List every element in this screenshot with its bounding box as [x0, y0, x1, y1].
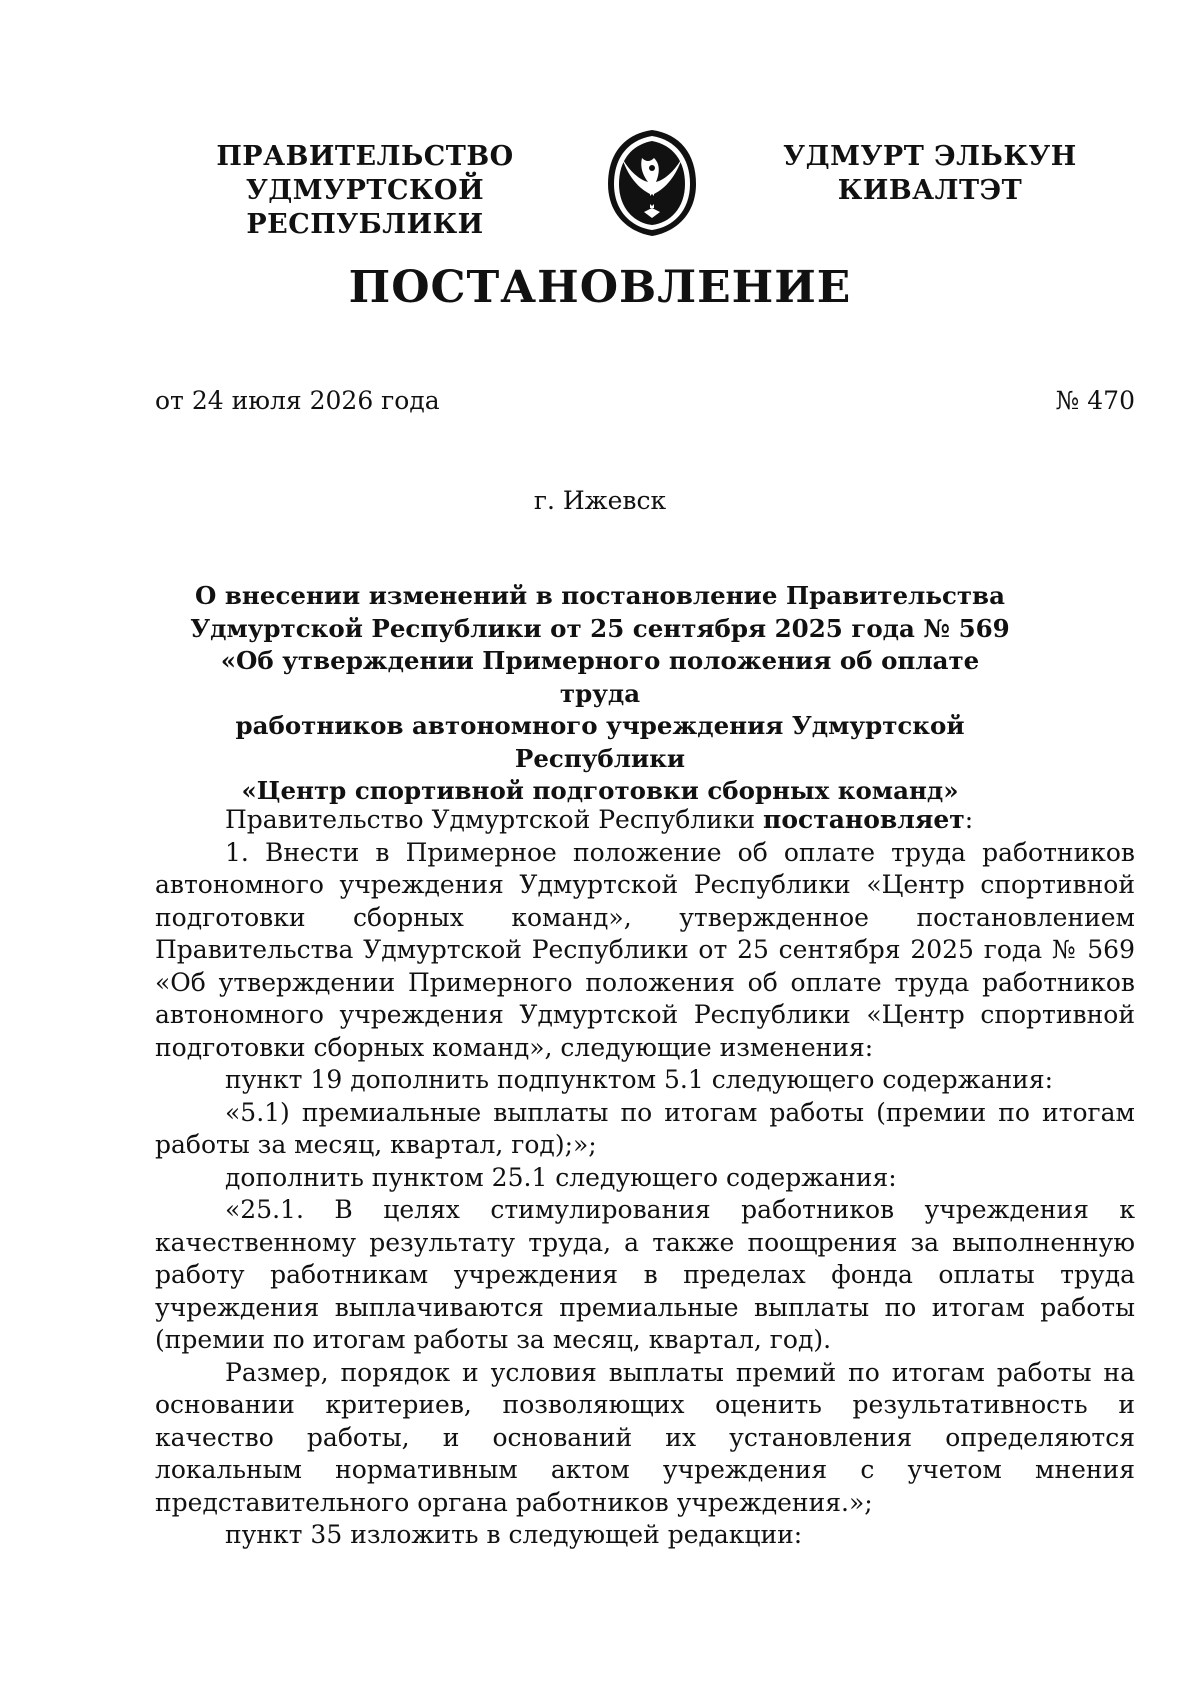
body-paragraph: Размер, порядок и условия выплаты премий по итогам работы на основании критериев, позволяющих оценить результативность и качество работы, и оснований их установления определяются локальным нормативным актом учреждения с учетом мнения представительного органа работников учреждения.»; [155, 1357, 1135, 1517]
org-udm-line-2: КИВАЛТЭТ [837, 175, 1023, 206]
organization-name-udmurt [780, 140, 1080, 208]
body-paragraph: 1. Внести в Примерное положение об оплате труда работников автономного учреждения Удмуртской Республики «Центр спортивной подготовки сборных команд», утвержденное постановлением Правительства Удмуртской Республики от 25 сентября 2025 года № 569 «Об утверждении Примерного положения об оплате труда работников автономного учреждения Удмуртской Республики «Центр спортивной подготовки сборных команд», следующие изменения: [155, 837, 1135, 1062]
intro-colon: : [964, 805, 974, 834]
intro-text: Правительство Удмуртской Республики [225, 805, 764, 834]
body-paragraph: «5.1) премиальные выплаты по итогам работы (премии по итогам работы за месяц, квартал, год);»; [155, 1097, 1135, 1159]
document-city: г. Ижевск [533, 486, 667, 515]
document-subject [180, 580, 1020, 808]
intro-paragraph [155, 804, 1135, 837]
org-ru-line-1: ПРАВИТЕЛЬСТВО [216, 141, 514, 172]
subject-line: «Об утверждении Примерного положения об оплате труда [220, 646, 980, 708]
document-title: ПОСТАНОВЛЕНИЕ [348, 262, 852, 313]
subject-line: «Центр спортивной подготовки сборных команд» [241, 776, 959, 805]
org-ru-line-2: УДМУРТСКОЙ РЕСПУБЛИКИ [245, 175, 485, 240]
org-udm-line-1: УДМУРТ ЭЛЬКУН [783, 141, 1077, 172]
intro-verb: постановляет [763, 805, 965, 834]
subject-line: Удмуртской Республики от 25 сентября 2025 года № 569 [190, 613, 1010, 643]
document-date: от 24 июля 2026 года [155, 386, 440, 415]
document-number: № 470 [1055, 386, 1135, 415]
body-paragraph: пункт 35 изложить в следующей редакции: [225, 1520, 803, 1549]
organization-name-russian [150, 140, 580, 242]
subject-line: О внесении изменений в постановление Правительства [195, 581, 1005, 610]
document-header [0, 128, 1200, 238]
body-paragraph: «25.1. В целях стимулирования работников учреждения к качественному результату труда, а также поощрения за выполненную работу работникам учреждения в пределах фонда оплаты труда учреждения выплачиваются премиальные выплаты по итогам работы (премии по итогам работы за месяц, квартал, год). [155, 1195, 1135, 1354]
body-paragraph: дополнить пунктом 25.1 следующего содержания: [225, 1162, 897, 1192]
udmurtia-coat-of-arms-icon [600, 128, 704, 238]
body-paragraph: пункт 19 дополнить подпунктом 5.1 следующего содержания: [225, 1065, 1054, 1094]
document-body [155, 804, 1135, 1552]
subject-line: работников автономного учреждения Удмуртской Республики [235, 711, 965, 773]
